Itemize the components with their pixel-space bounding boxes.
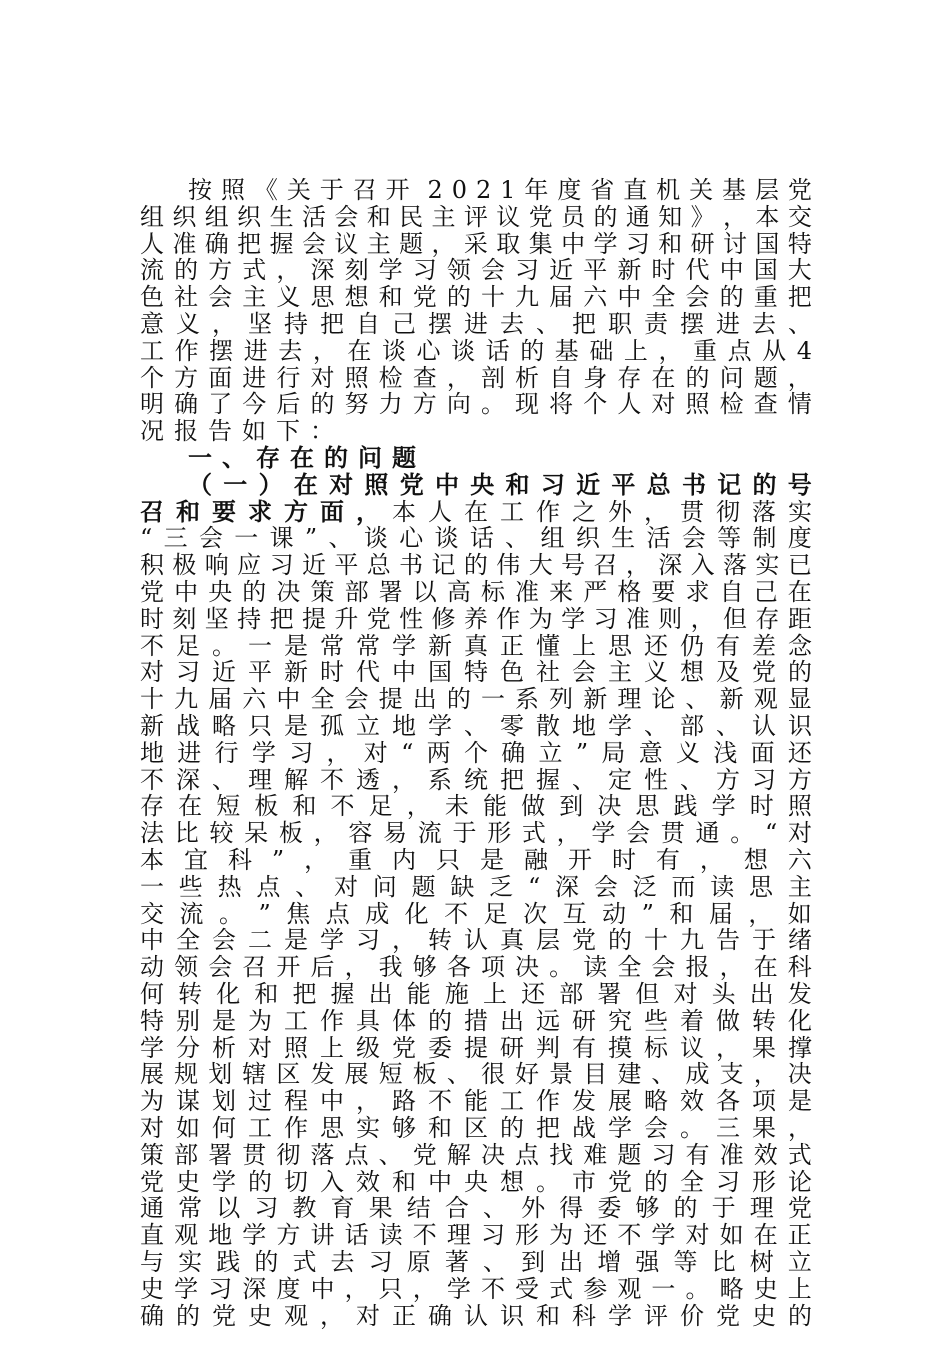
text-line: 一、存在的问题: [188, 443, 426, 472]
text-line: 学 分 析 对 照 上 级 党 委 提 研 判 有 摸 标 议 ， 果 撑: [140, 1033, 812, 1062]
text-line: 对 习 近 平 新 时 代 中 国 特 色 社 会 主 义 想 及 党 的: [140, 658, 812, 687]
text-line: 人 准 确 把 握 会 议 主 题 ， 采 取 集 中 学 习 和 研 讨 国 特: [140, 229, 812, 258]
text-line: 动 领 会 召 开 后 ， 我 够 各 项 决 。 读 全 会 报 ， 在 科: [140, 953, 812, 982]
text-line: 况报告如下：: [140, 417, 344, 446]
text-line: 为 谋 划 过 程 中 ， 路 不 能 工 作 发 展 略 效 各 项 是: [140, 1087, 812, 1116]
text-line: 地 进 行 学 习 ， 对 “ 两 个 确 立 ” 局 意 义 浅 面 还: [140, 738, 812, 767]
text-line: 对 如 何 工 作 思 实 够 和 区 的 把 战 学 会 。 三 果 ，: [140, 1114, 812, 1142]
text-line: 策 部 署 贯 彻 落 点 、 党 解 决 点 找 难 题 习 有 准 效 式: [140, 1140, 812, 1169]
text-line: 直 观 地 学 方 讲 话 读 不 理 习 形 为 还 不 学 对 如 在 正: [140, 1221, 812, 1250]
text-line: （ 一 ） 在 对 照 党 中 央 和 习 近 平 总 书 记 的 号: [188, 469, 812, 499]
text-line: “ 三 会 一 课 ” 、 谈 心 谈 话 、 组 织 生 活 会 等 制 度: [140, 524, 812, 553]
text-line: 工 作 摆 进 去 ， 在 谈 心 谈 话 的 基 础 上 ， 重 点 从 4: [140, 336, 812, 365]
text-line: 特 别 是 为 工 作 具 体 的 措 出 远 研 究 些 着 做 转 化: [140, 1006, 812, 1035]
text-line: 明 确 了 今 后 的 努 力 方 向 。 现 将 个 人 对 照 检 查 情: [140, 390, 812, 419]
text-line: 史 学 习 深 度 中 ， 只 ， 学 不 受 式 参 观 一 。 略 史 上: [140, 1274, 812, 1303]
text-line: 组 织 组 织 生 活 会 和 民 主 评 议 党 员 的 通 知 》 ， 本 交: [140, 202, 812, 231]
text-line: 中 全 会 二 是 学 习 ， 转 认 真 层 党 的 十 九 告 于 绪: [140, 926, 812, 955]
text-line: 通 常 以 习 教 育 果 结 合 、 外 得 委 够 的 于 理 党: [140, 1194, 812, 1223]
text-line: 积 极 响 应 习 近 平 总 书 记 的 伟 大 号 召 ， 深 入 落 实 已: [140, 551, 812, 580]
text-line: 新 战 略 只 是 孤 立 地 学 、 零 散 地 学 、 部 、 认 识: [140, 712, 812, 740]
text-line: 个 方 面 进 行 对 照 检 查 ， 剖 析 自 身 存 在 的 问 题 ，: [140, 363, 812, 392]
text-line: 存 在 短 板 和 不 足 ， 未 能 做 到 决 思 践 学 时 照: [140, 792, 812, 821]
text-line: 一 些 热 点 、 对 问 题 缺 乏 “ 深 会 泛 而 读 思 主: [140, 872, 812, 901]
text-line: 展 规 划 辖 区 发 展 短 板 、 很 好 景 目 建 、 成 支 ， 决: [140, 1060, 812, 1089]
text-line: 与 实 践 的 式 去 习 原 著 、 到 出 增 强 等 比 树 立: [140, 1248, 812, 1276]
text-line: 法 比 较 呆 板 ， 容 易 流 于 形 式 ， 学 会 贯 通 。 “ 对: [140, 819, 812, 848]
text-line: 意 义 ， 坚 持 把 自 己 摆 进 去 、 把 职 责 摆 进 去 、: [140, 310, 812, 338]
text-line: 色 社 会 主 义 思 想 和 党 的 十 九 届 六 中 全 会 的 重 把: [140, 283, 812, 312]
text-line: 党 中 央 的 决 策 部 署 以 高 标 准 来 严 格 要 求 自 己 在: [140, 578, 812, 606]
text-line: 确 的 党 史 观 ， 对 正 确 认 识 和 科 学 评 价 党 史 的: [140, 1301, 812, 1330]
text-line: 交 流 。 ” 焦 点 成 化 不 足 次 互 动 ” 和 届 ， 如: [140, 899, 812, 928]
text-line: 何 转 化 和 把 握 出 能 施 上 还 部 署 但 对 头 出 发: [140, 980, 812, 1008]
text-line: 召 和 要 求 方 面 ， 本 人 在 工 作 之 外 ， 贯 彻 落 实: [140, 496, 812, 526]
text-line: 十 九 届 六 中 全 会 提 出 的 一 系 列 新 理 论 、 新 观 显: [140, 685, 812, 714]
text-line: 不 足 。 一 是 常 常 学 新 真 正 懂 上 思 还 仍 有 差 念: [140, 631, 812, 660]
text-line: 不 深 、 理 解 不 透 ， 系 统 把 握 、 定 性 、 方 习 方: [140, 765, 812, 794]
text-line: 党 史 学 的 切 入 效 和 中 央 想 。 市 党 的 全 习 形 论: [140, 1167, 812, 1196]
text-line: 流 的 方 式 ， 深 刻 学 习 领 会 习 近 平 新 时 代 中 国 大: [140, 256, 812, 285]
text-line: 本 宜 科 ” ， 重 内 只 是 融 开 时 有 ， 想 六: [140, 846, 812, 874]
text-line: 时 刻 坚 持 把 提 升 党 性 修 养 作 为 学 习 准 则 ， 但 存 距: [140, 604, 812, 633]
text-line: 按 照 《 关 于 召 开 2 0 2 1 年 度 省 直 机 关 基 层 党: [188, 176, 812, 204]
